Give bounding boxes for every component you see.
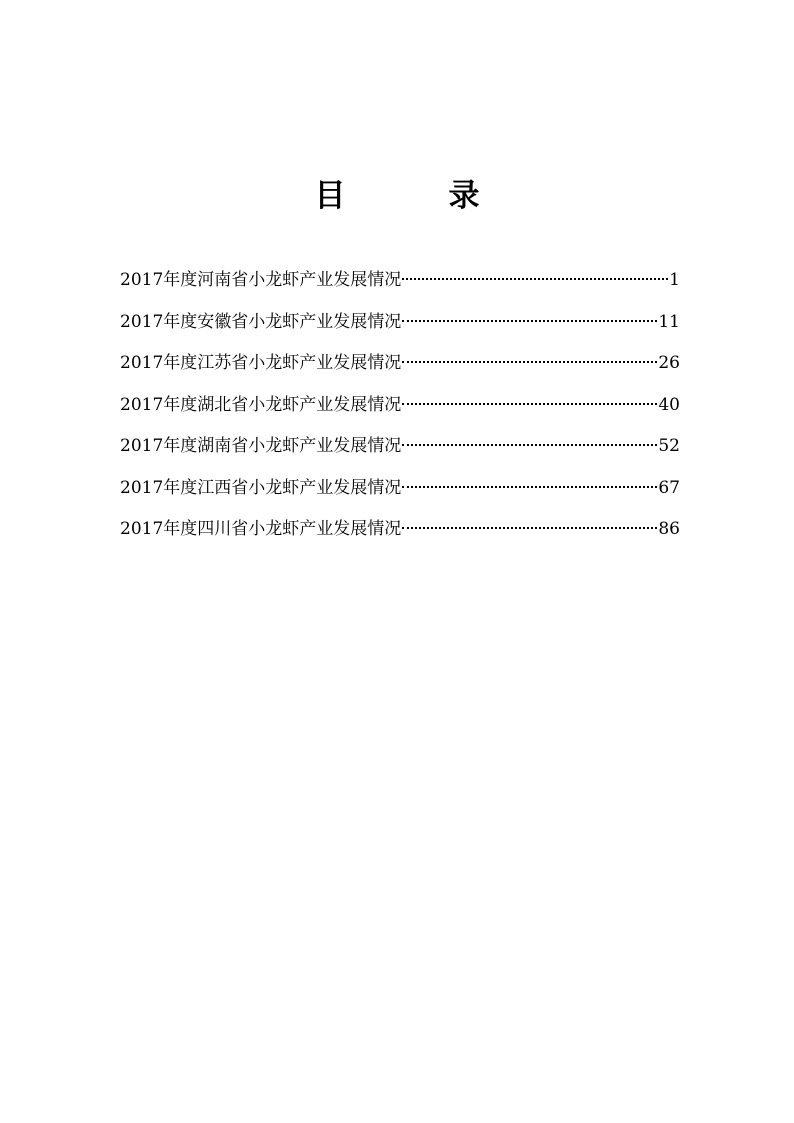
toc-entry-page: 40 (658, 394, 680, 415)
toc-entry[interactable] (120, 434, 680, 476)
toc-entry-title: 2017年度江苏省小龙虾产业发展情况 (120, 353, 402, 373)
dot-leader (402, 403, 657, 405)
toc-entry[interactable] (120, 310, 680, 352)
dot-leader (402, 361, 657, 363)
toc-entry-page: 67 (658, 477, 680, 498)
toc-entry-page: 52 (658, 436, 680, 456)
toc-entry-page: 26 (658, 353, 680, 373)
toc-entry-title: 2017年度河南省小龙虾产业发展情况 (120, 270, 402, 290)
dot-leader (402, 320, 657, 322)
dot-leader (402, 278, 668, 280)
toc-entry-page: 86 (658, 519, 680, 539)
toc-entry[interactable] (120, 517, 680, 559)
dot-leader (402, 527, 657, 529)
toc-entry-title: 2017年度安徽省小龙虾产业发展情况 (120, 311, 402, 332)
toc-title: 目 录 (314, 178, 516, 214)
dot-leader (402, 486, 657, 488)
toc-entry[interactable] (120, 476, 680, 518)
dot-leader (402, 444, 657, 446)
toc-entry-title: 2017年度湖北省小龙虾产业发展情况 (120, 394, 402, 415)
toc-entry[interactable] (120, 393, 680, 435)
toc-entry[interactable] (120, 351, 680, 393)
toc-entry-title: 2017年度江西省小龙虾产业发展情况 (120, 477, 402, 498)
toc-entry-title: 2017年度湖南省小龙虾产业发展情况 (120, 436, 402, 456)
toc-entry-page: 11 (658, 311, 680, 332)
toc-entry-page: 1 (669, 270, 680, 290)
toc-list (120, 268, 680, 559)
toc-entry[interactable] (120, 268, 680, 310)
toc-entry-title: 2017年度四川省小龙虾产业发展情况 (120, 519, 402, 539)
